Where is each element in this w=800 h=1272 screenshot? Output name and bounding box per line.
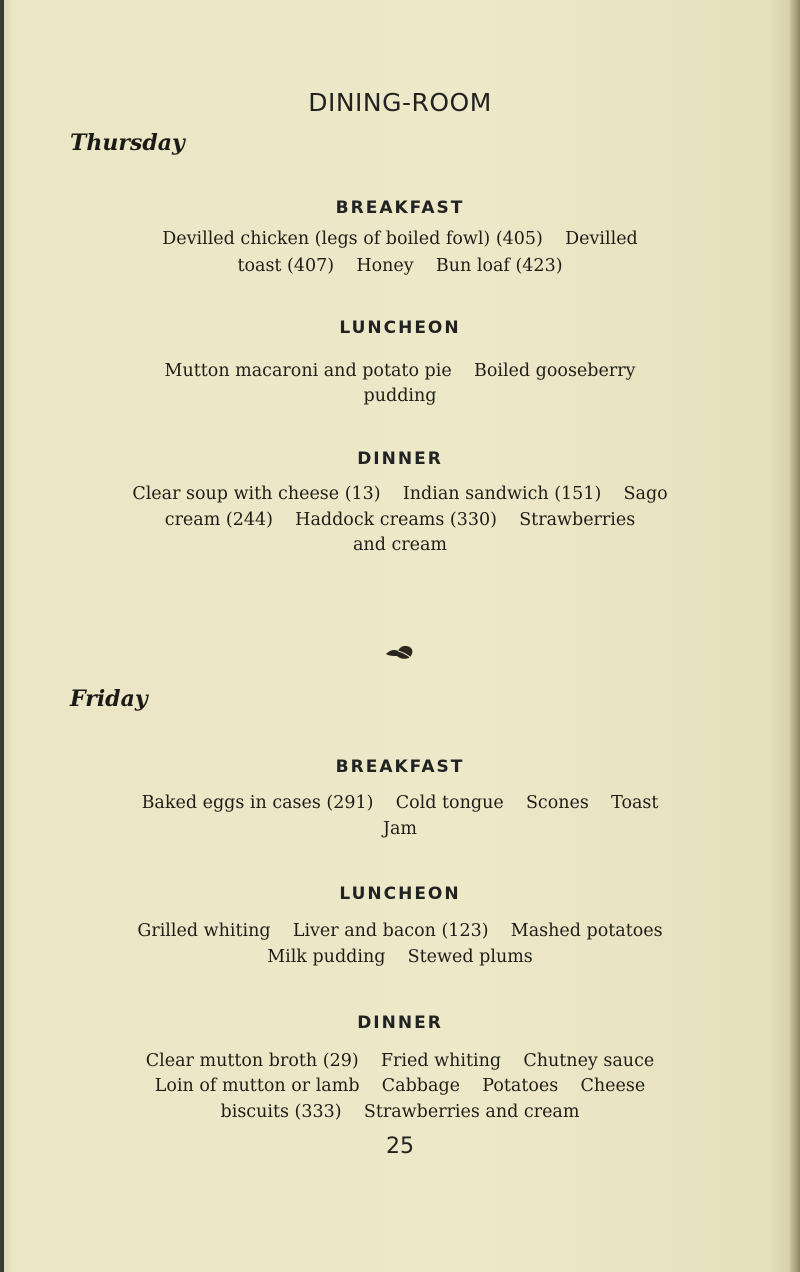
menu-line: cream (244) Haddock creams (330) Strawberries xyxy=(164,510,636,530)
menu-line: Grilled whiting Liver and bacon (123) Mashed potatoes xyxy=(137,921,663,941)
menu-line: Jam xyxy=(382,819,418,839)
meal-heading-breakfast: BREAKFAST xyxy=(335,198,465,218)
meal-heading-dinner: DINNER xyxy=(357,1013,443,1033)
menu-line: Loin of mutton or lamb Cabbage Potatoes Cheese xyxy=(154,1076,646,1096)
day-heading-thursday: Thursday xyxy=(70,130,185,156)
menu-line: Mutton macaroni and potato pie Boiled gooseberry xyxy=(164,361,636,381)
day-heading-friday: Friday xyxy=(70,686,148,712)
meal-heading-luncheon: LUNCHEON xyxy=(339,318,461,338)
menu-line: Baked eggs in cases (291) Cold tongue Scones Toast xyxy=(141,793,659,813)
menu-line: Clear mutton broth (29) Fried whiting Chutney sauce xyxy=(145,1051,655,1071)
menu-line: Milk pudding Stewed plums xyxy=(267,947,533,967)
page-title: DINING-ROOM xyxy=(308,88,492,117)
meal-heading-dinner: DINNER xyxy=(357,449,443,469)
menu-line: toast (407) Honey Bun loaf (423) xyxy=(237,256,563,276)
menu-line: biscuits (333) Strawberries and cream xyxy=(220,1102,580,1122)
menu-line: and cream xyxy=(352,535,448,555)
page-number: 25 xyxy=(386,1134,414,1159)
menu-line: Devilled chicken (legs of boiled fowl) (405) Devilled xyxy=(162,229,638,249)
menu-line: pudding xyxy=(363,386,437,406)
menu-line: Clear soup with cheese (13) Indian sandwich (151) Sago xyxy=(132,484,668,504)
leaf-ornament-icon xyxy=(384,640,416,664)
meal-heading-breakfast: BREAKFAST xyxy=(335,757,465,777)
meal-heading-luncheon: LUNCHEON xyxy=(339,884,461,904)
